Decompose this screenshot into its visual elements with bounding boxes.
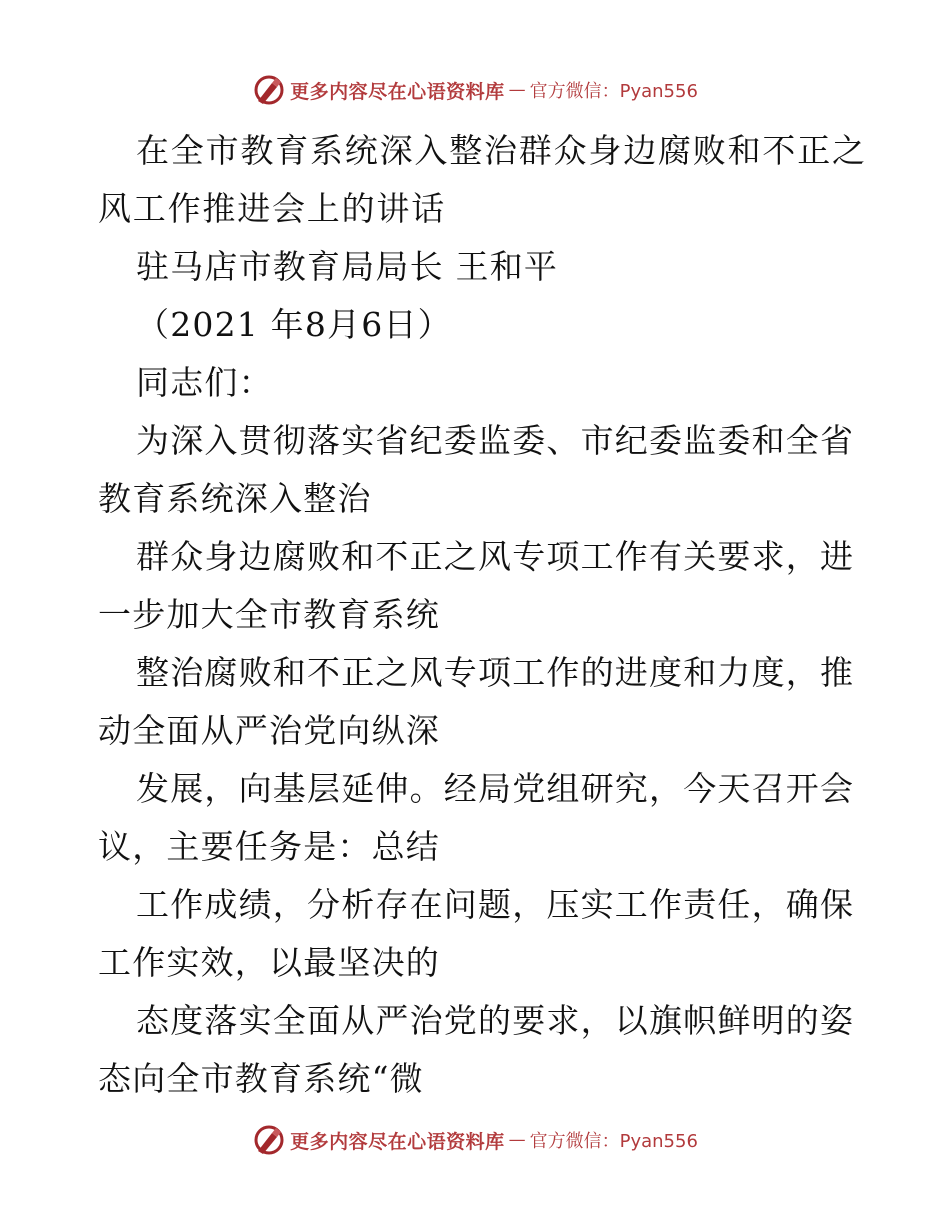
header-watermark-banner (0, 70, 950, 110)
pen-logo-icon (252, 1123, 286, 1157)
body-line: 态向全市教育系统“微 (98, 1059, 424, 1098)
banner-contact-text: 官方微信：Pyan556 (529, 1131, 698, 1152)
banner-contact-text: 官方微信：Pyan556 (529, 81, 698, 102)
body-line: 议，主要任务是：总结 (98, 827, 440, 866)
salutation-line: 同志们： (136, 363, 273, 402)
document-body (98, 122, 867, 1108)
speaker-line: 驻马店市教育局局长 王和平 (136, 247, 559, 286)
body-line: 教育系统深入整治 (98, 479, 372, 518)
body-line: 态度落实全面从严治党的要求，以旗帜鲜明的姿 (136, 1001, 855, 1040)
footer-watermark-banner (0, 1120, 950, 1160)
body-line: 整治腐败和不正之风专项工作的进度和力度，推 (136, 653, 855, 692)
body-line: 为深入贯彻落实省纪委监委、市纪委监委和全省 (136, 421, 855, 460)
banner-separator: — (508, 80, 526, 100)
body-line: 发展，向基层延伸。经局党组研究，今天召开会 (136, 769, 855, 808)
banner-separator: — (508, 1130, 526, 1150)
body-line: 群众身边腐败和不正之风专项工作有关要求，进 (136, 537, 855, 576)
body-line: 动全面从严治党向纵深 (98, 711, 440, 750)
banner-brand-text: 更多内容尽在心语资料库 (290, 1130, 505, 1153)
body-line: 工作成绩，分析存在问题，压实工作责任，确保 (136, 885, 855, 924)
title-line-2: 风工作推进会上的讲话 (98, 189, 446, 228)
banner-brand-text: 更多内容尽在心语资料库 (290, 80, 505, 103)
title-line-1: 在全市教育系统深入整治群众身边腐败和不正之 (136, 131, 867, 170)
body-line: 一步加大全市教育系统 (98, 595, 440, 634)
pen-logo-icon (252, 73, 286, 107)
body-line: 工作实效，以最坚决的 (98, 943, 440, 982)
date-line: （2021 年8月6日） (136, 305, 452, 344)
